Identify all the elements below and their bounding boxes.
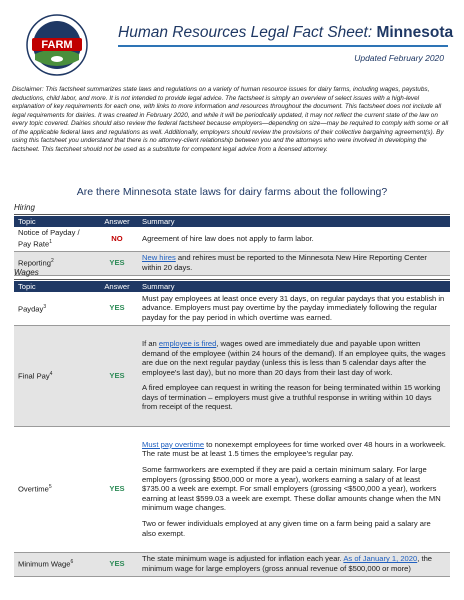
- answer-cell: YES: [96, 251, 138, 275]
- col-summary: Summary: [138, 281, 450, 292]
- summary-cell: If an employee is fired, wages owed are immediately due and payable upon written demand of the employee (within 24 hours of the demand). If an employee quits, the wages are due on the next regular payday (unless this is less than 5 calendar days after the employee's last day), but no more than 20 days from their last day of work. A fired employee can request in writing the reason for being terminated within 15 working days of termination – employers must give a truthful response in writing within 10 days from receipt of the request.: [138, 325, 450, 426]
- summary-cell: Must pay employees at least once every 31 days, on regular paydays that you establish in advance. Employers must pay overtime by the payday immediately following the regular payday for the pay period in which overtime was earned.: [138, 292, 450, 325]
- wages-table: [14, 281, 450, 577]
- table-row: [14, 552, 450, 576]
- hiring-line: [14, 214, 450, 215]
- topic-cell: Notice of Payday / Pay Rate$^1$: [14, 227, 96, 251]
- hiring-table: [14, 216, 450, 276]
- summary-cell: The state minimum wage is adjusted for inflation each year. As of January 1, 2020, the minimum wage for large employers (gross annual revenue of $500,000 or more): [138, 552, 450, 576]
- col-topic: Topic: [14, 281, 96, 292]
- table-row: [14, 426, 450, 552]
- topic-cell: Overtime$^5$: [14, 426, 96, 552]
- page-title: Human Resources Legal Fact Sheet: Minnesota: [118, 24, 454, 41]
- table-row: [14, 227, 450, 251]
- header: [0, 0, 464, 80]
- hiring-header-row: [14, 216, 450, 227]
- disclaimer: Disclaimer: This factsheet summarizes state laws and regulations on a variety of human resource issues for dairy farms, including wages, paystubs, deductions, child labor, and more. It is not intended to provide legal advice. The factsheet is simply an overview of select issues with a high-level explanation of key requirements for each one, with links to more information and resources throughout the document. This factsheet does not include all legal requirements for dairies. It was created in February 2020, and while it will be periodically updated, it may not reflect the current state of the law on every topic covered. Dairies should also review the federal factsheet because employers—depending on size—may be required to comply with some or all of the applicable federal laws and regulations as well. Additionally, employers should review the provisions of their collective bargaining agreement(s). By using this factsheet you understand that there is no attorney-client relationship between you and the attorneys who were involved in developing the factsheet. This factsheet should not be used as a substitute for competent legal advice from a licensed attorney.: [12, 86, 449, 153]
- answer-cell: YES: [96, 292, 138, 325]
- wages-line: [14, 279, 450, 280]
- table-row: [14, 325, 450, 426]
- table-row: [14, 292, 450, 325]
- farm-logo: [26, 14, 88, 76]
- col-answer: Answer: [96, 281, 138, 292]
- updated-date: Updated February 2020: [354, 53, 444, 63]
- summary-cell: New hires and rehires must be reported to the Minnesota New Hire Reporting Center within 20 days.: [138, 251, 450, 275]
- title-rule: [118, 45, 448, 47]
- new-hires-link[interactable]: New hires: [142, 253, 176, 263]
- january-2020-link[interactable]: As of January 1, 2020: [343, 554, 418, 564]
- summary-cell: Agreement of hire law does not apply to farm labor.: [138, 227, 450, 251]
- table-row: [14, 251, 450, 275]
- topic-cell: Minimum Wage$^6$: [14, 552, 96, 576]
- topic-cell: Payday$^3$: [14, 292, 96, 325]
- col-answer: Answer: [96, 216, 138, 227]
- must-pay-overtime-link[interactable]: Must pay overtime: [142, 439, 205, 449]
- answer-cell: YES: [96, 552, 138, 576]
- summary-cell: Must pay overtime to nonexempt employees for time worked over 48 hours in a workweek. The rate must be at least 1.5 times the employee's regular pay. Some farmworkers are exempted if they are paid a certain minimum salary. For large employers (grossing $500,000 or more a year), workers earning a salary of at least $735.00 a week are exempt. For small employers (grossing <$500,000 a year), workers earning at least $599.03 a week are exempt. These dollar amounts change when the MN minimum wage changes. Two or fewer individuals employed at any given time on a farm being paid a salary are also exempt.: [138, 426, 450, 552]
- topic-cell: Final Pay$^4$: [14, 325, 96, 426]
- col-topic: Topic: [14, 216, 96, 227]
- svg-text:FARM: FARM: [41, 39, 73, 51]
- wages-header-row: [14, 281, 450, 292]
- answer-cell: YES: [96, 325, 138, 426]
- answer-cell: YES: [96, 426, 138, 552]
- hiring-label: Hiring: [14, 203, 35, 212]
- col-summary: Summary: [138, 216, 450, 227]
- employee-fired-link[interactable]: employee is fired: [158, 338, 217, 348]
- topic-cell: Reporting$^2$: [14, 251, 96, 275]
- section-question: Are there Minnesota state laws for dairy farms about the following?: [76, 186, 388, 198]
- answer-cell: NO: [96, 227, 138, 251]
- wages-label: Wages: [14, 268, 39, 277]
